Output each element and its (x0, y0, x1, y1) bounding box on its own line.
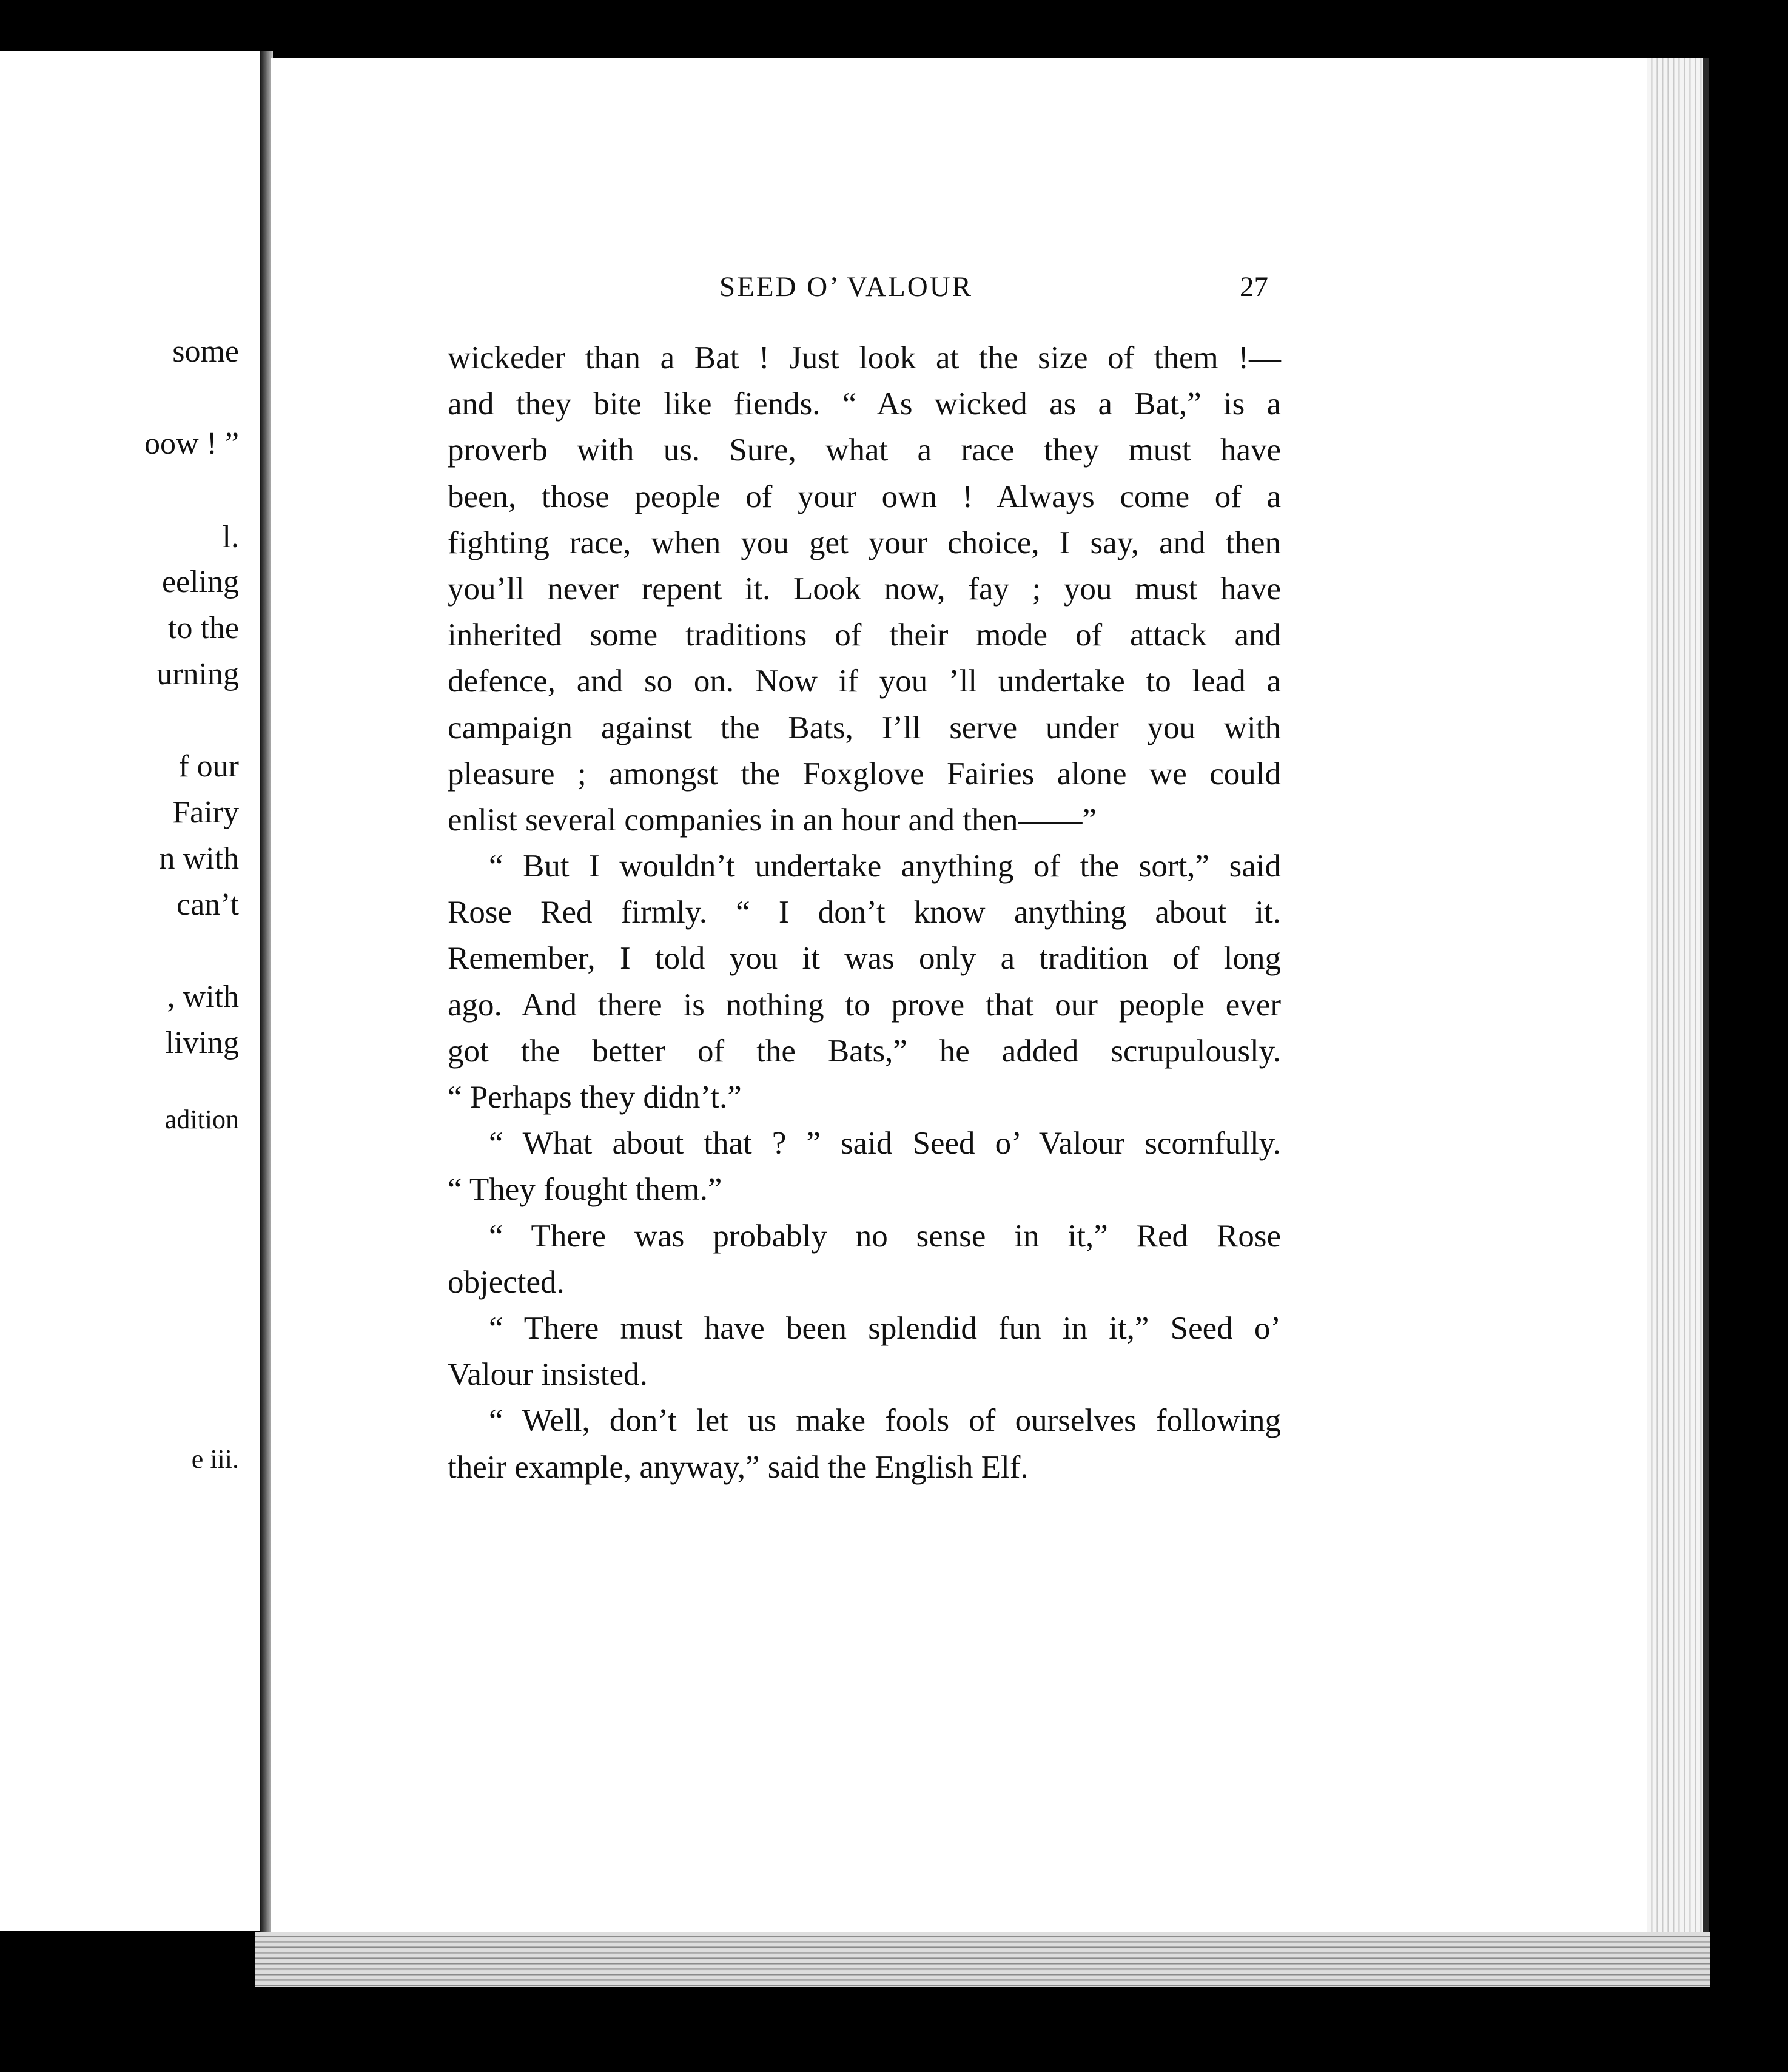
text-line: ago. And there is nothing to prove that our people ever (448, 987, 1281, 1023)
text-line: been, those people of your own ! Always come of a (448, 479, 1281, 514)
left-page-fragment: urning (156, 657, 239, 691)
text-line: “ There was probably no sense in it,” Red Rose (489, 1218, 1281, 1254)
left-page-fragment: f our (178, 749, 239, 784)
left-page-fragment: Fairy (172, 795, 239, 830)
text-line: “ What about that ? ” said Seed o’ Valour scornfully. (489, 1126, 1281, 1162)
left-page-fragment: adition (164, 1105, 239, 1134)
page-number: 27 (1240, 271, 1268, 303)
text-line: “ Perhaps they didn’t.” (448, 1080, 742, 1115)
text-line: inherited some traditions of their mode of attack and (448, 617, 1281, 653)
text-line: campaign against the Bats, I’ll serve under you with (448, 710, 1281, 745)
text-line: Rose Red firmly. “ I don’t know anything about it. (448, 895, 1281, 930)
left-page-fragment: living (165, 1026, 239, 1060)
page-edge-shadow (1703, 58, 1709, 1975)
text-line: “ They fought them.” (448, 1172, 722, 1208)
text-line: their example, anyway,” said the English Elf. (448, 1449, 1029, 1485)
text-line: Valour insisted. (448, 1357, 648, 1393)
text-line: objected. (448, 1264, 565, 1300)
text-line: “ There must have been splendid fun in it,” Seed o’ (489, 1310, 1281, 1346)
text-line: wickeder than a Bat ! Just look at the size of them !— (448, 340, 1281, 375)
left-page-fragment: n with (159, 841, 239, 876)
text-line: “ But I wouldn’t undertake anything of the sort,” said (489, 849, 1281, 884)
running-head: SEED O’ VALOUR (719, 271, 973, 303)
text-line: “ Well, don’t let us make fools of ourselves following (489, 1403, 1281, 1439)
text-line: enlist several companies in an hour and then——” (448, 802, 1097, 838)
left-page-fragment: e iii. (191, 1444, 239, 1474)
text-line: and they bite like fiends. “ As wicked as a Bat,” is a (448, 386, 1281, 422)
text-line: fighting race, when you get your choice, I say, and then (448, 525, 1281, 560)
bottom-page-edge (255, 1932, 1710, 1987)
text-line: pleasure ; amongst the Foxglove Fairies alone we could (448, 756, 1281, 792)
left-page-fragment: to the (168, 611, 239, 645)
text-line: you’ll never repent it. Look now, fay ; you must have (448, 571, 1281, 607)
text-line: defence, and so on. Now if you ’ll undertake to lead a (448, 664, 1281, 699)
text-line: Remember, I told you it was only a tradition of long (448, 941, 1281, 977)
body-text (448, 335, 1281, 1490)
left-page-fragment: can’t (176, 887, 239, 922)
page-edge (1647, 58, 1703, 1975)
text-line: got the better of the Bats,” he added scrupulously. (448, 1033, 1281, 1069)
left-page (0, 51, 263, 1931)
left-page-fragment: oow ! ” (144, 426, 239, 461)
left-page-fragment: l. (222, 520, 239, 554)
text-line: proverb with us. Sure, what a race they must have (448, 432, 1281, 468)
left-page-fragment: some (172, 334, 239, 369)
left-page-fragment: eeling (161, 565, 239, 599)
left-page-fragment: , with (167, 980, 239, 1014)
